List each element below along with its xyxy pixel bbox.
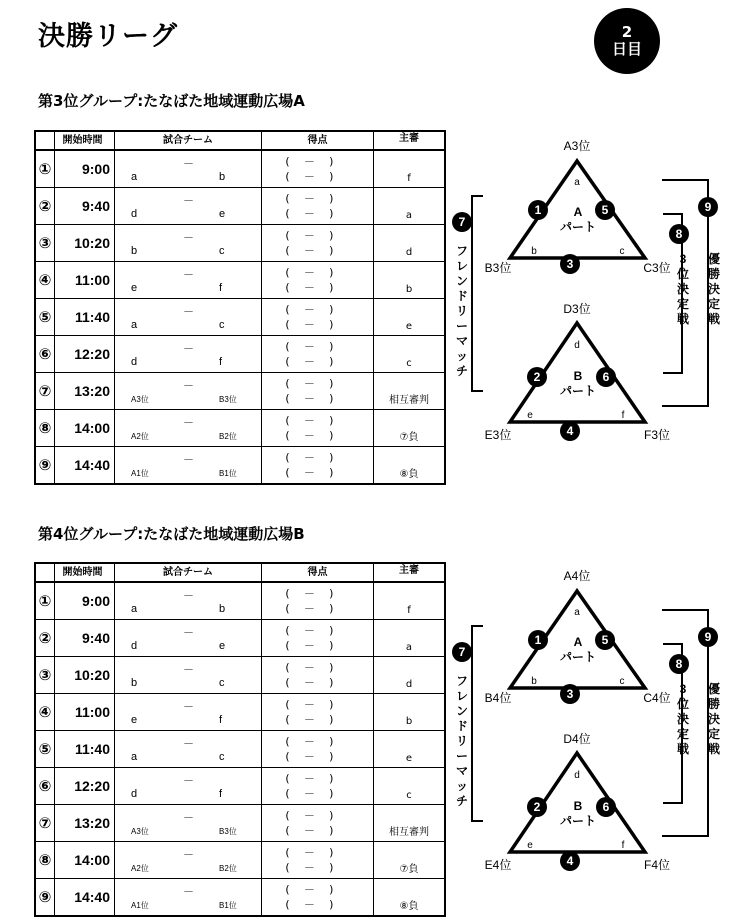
match-teams (115, 657, 262, 694)
header-blank (35, 131, 55, 150)
match-teams (115, 373, 262, 410)
match-teams (115, 805, 262, 842)
friendly-label: フレンドリーマッチ (455, 244, 469, 378)
svg-text:6: 6 (602, 800, 610, 814)
table-row (35, 731, 445, 768)
away-team: f (219, 355, 223, 368)
referee: e (374, 731, 446, 768)
table-row (35, 842, 445, 879)
home-team: d (131, 207, 138, 220)
referee: f (374, 150, 446, 188)
score-line: ( － ) (284, 845, 335, 859)
vertex-label: D4位 (563, 732, 591, 746)
svg-text:5: 5 (601, 203, 609, 217)
score-line: ( － ) (284, 623, 335, 637)
away-team: B1位 (219, 468, 237, 478)
vertex-label: B4位 (484, 691, 512, 705)
svg-text:3: 3 (566, 687, 574, 701)
score-line: ( － ) (284, 243, 335, 257)
match-marker (669, 654, 689, 674)
score-cell (262, 842, 374, 879)
match-teams (115, 731, 262, 768)
part-letter: A (573, 205, 583, 219)
home-team: A2位 (131, 431, 149, 441)
score-line: ( － ) (284, 897, 335, 911)
home-team: A1位 (131, 900, 149, 910)
match-number: ④ (35, 694, 55, 731)
svg-text:7: 7 (458, 645, 466, 659)
score-line: ( － ) (284, 808, 335, 822)
match-teams (115, 410, 262, 447)
score-line: ( － ) (284, 749, 335, 763)
start-time: 14:40 (55, 879, 115, 917)
match-teams (115, 262, 262, 299)
score-line: ( － ) (284, 413, 335, 427)
vertex-label: F4位 (643, 858, 671, 872)
table-row (35, 879, 445, 917)
score-cell (262, 582, 374, 620)
team-separator: － (183, 194, 194, 207)
score-line: ( － ) (284, 786, 335, 800)
start-time: 11:00 (55, 694, 115, 731)
score-line: ( － ) (284, 660, 335, 674)
team-separator: － (183, 737, 194, 750)
away-team: B3位 (219, 826, 237, 836)
referee: ⑧負 (374, 447, 446, 485)
vertex-label: E3位 (484, 428, 512, 442)
svg-text:4: 4 (566, 424, 574, 438)
start-time: 9:00 (55, 582, 115, 620)
start-time: 10:20 (55, 225, 115, 262)
score-line: ( － ) (284, 860, 335, 874)
score-line: ( － ) (284, 428, 335, 442)
team-separator: － (183, 848, 194, 861)
edge-label: d (574, 340, 580, 351)
start-time: 12:20 (55, 336, 115, 373)
team-separator: － (183, 774, 194, 787)
diagram-group-2 (450, 558, 750, 878)
match-marker (596, 797, 616, 817)
match-number: ③ (35, 225, 55, 262)
part-label: パート (559, 650, 597, 664)
league-diagram (450, 128, 750, 458)
table-row (35, 299, 445, 336)
match-marker (528, 200, 548, 220)
score-line: ( － ) (284, 339, 335, 353)
match-marker (527, 367, 547, 387)
day-badge (594, 8, 660, 74)
part-label: パート (559, 220, 597, 234)
day-number: 2 (621, 23, 633, 41)
team-separator: － (183, 342, 194, 355)
referee: e (374, 299, 446, 336)
match-number: ⑧ (35, 410, 55, 447)
final-label: 優勝決定戦 (707, 682, 721, 756)
score-cell (262, 225, 374, 262)
header-start: 開始時間 (55, 131, 115, 150)
score-line: ( － ) (284, 317, 335, 331)
table-row (35, 336, 445, 373)
referee: a (374, 188, 446, 225)
edge-label: c (619, 246, 625, 257)
score-line: ( － ) (284, 823, 335, 837)
away-team: f (219, 787, 223, 800)
score-line: ( － ) (284, 882, 335, 896)
score-cell (262, 731, 374, 768)
referee: ⑦負 (374, 410, 446, 447)
group-title: 第3位グループ:たなばた地域運動広場A (38, 92, 305, 110)
away-team: c (219, 244, 225, 257)
table-row (35, 225, 445, 262)
referee: ⑧負 (374, 879, 446, 917)
score-cell (262, 336, 374, 373)
team-separator: － (183, 885, 194, 898)
table-row (35, 768, 445, 805)
team-separator: － (183, 416, 194, 429)
schedule-table (34, 562, 446, 917)
match-number: ⑦ (35, 373, 55, 410)
svg-text:7: 7 (458, 215, 466, 229)
vertex-label: D3位 (563, 302, 591, 316)
team-separator: － (183, 231, 194, 244)
score-line: ( － ) (284, 302, 335, 316)
friendly-bracket (472, 196, 483, 391)
score-cell (262, 262, 374, 299)
team-separator: － (183, 589, 194, 602)
header-teams: 試合チーム (115, 131, 262, 150)
match-marker (560, 684, 580, 704)
match-marker (527, 797, 547, 817)
away-team: B2位 (219, 431, 237, 441)
table-row (35, 582, 445, 620)
score-line: ( － ) (284, 586, 335, 600)
vertex-label: A4位 (563, 569, 591, 583)
home-team: d (131, 355, 138, 368)
table-row (35, 447, 445, 485)
score-line: ( － ) (284, 450, 335, 464)
team-separator: － (183, 811, 194, 824)
start-time: 14:40 (55, 447, 115, 485)
team-separator: － (183, 379, 194, 392)
edge-label: a (574, 177, 580, 188)
home-team: b (131, 244, 138, 257)
svg-text:8: 8 (675, 227, 683, 241)
away-team: c (219, 676, 225, 689)
score-line: ( － ) (284, 391, 335, 405)
part-letter: A (573, 635, 583, 649)
league-diagram (450, 558, 750, 888)
away-team: c (219, 750, 225, 763)
start-time: 13:20 (55, 373, 115, 410)
match-number: ⑤ (35, 299, 55, 336)
match-teams (115, 694, 262, 731)
score-line: ( － ) (284, 354, 335, 368)
svg-text:2: 2 (533, 800, 541, 814)
referee: 相互審判 (374, 373, 446, 410)
score-line: ( － ) (284, 265, 335, 279)
svg-text:6: 6 (602, 370, 610, 384)
score-cell (262, 188, 374, 225)
day-unit: 日目 (611, 40, 642, 58)
score-line: ( － ) (284, 638, 335, 652)
vertex-label: C4位 (643, 691, 671, 705)
match-number: ① (35, 150, 55, 188)
header-teams: 試合チーム (115, 563, 262, 582)
svg-text:3: 3 (566, 257, 574, 271)
group-title: 第4位グループ:たなばた地域運動広場B (38, 525, 305, 543)
vertex-label: B3位 (484, 261, 512, 275)
team-separator: － (183, 626, 194, 639)
score-line: ( － ) (284, 712, 335, 726)
away-team: e (219, 639, 226, 652)
team-separator: － (183, 268, 194, 281)
header-referee: 主審 (374, 131, 446, 150)
match-teams (115, 150, 262, 188)
match-teams (115, 447, 262, 485)
vertex-label: A3位 (563, 139, 591, 153)
table-row (35, 262, 445, 299)
score-cell (262, 620, 374, 657)
away-team: c (219, 318, 225, 331)
part-letter: B (573, 369, 583, 383)
home-team: A3位 (131, 826, 149, 836)
score-line: ( － ) (284, 154, 335, 168)
table-row (35, 188, 445, 225)
score-cell (262, 768, 374, 805)
edge-label: c (619, 676, 625, 687)
home-team: a (131, 170, 138, 183)
start-time: 9:40 (55, 188, 115, 225)
start-time: 11:00 (55, 262, 115, 299)
third-place-label: 3 位決定戦 (676, 252, 690, 326)
edge-label: b (531, 246, 537, 257)
match-marker (528, 630, 548, 650)
svg-text:9: 9 (704, 630, 712, 644)
start-time: 9:00 (55, 150, 115, 188)
referee: a (374, 620, 446, 657)
header-score: 得点 (262, 563, 374, 582)
score-cell (262, 694, 374, 731)
match-teams (115, 879, 262, 917)
score-cell (262, 805, 374, 842)
match-marker (669, 224, 689, 244)
edge-label: d (574, 770, 580, 781)
score-line: ( － ) (284, 191, 335, 205)
match-teams (115, 620, 262, 657)
home-team: e (131, 713, 138, 726)
table-row (35, 657, 445, 694)
team-separator: － (183, 305, 194, 318)
table-row (35, 150, 445, 188)
header-referee: 主審 (374, 563, 446, 582)
match-marker (560, 421, 580, 441)
edge-label: e (527, 410, 533, 421)
referee: c (374, 336, 446, 373)
referee: ⑦負 (374, 842, 446, 879)
header-start: 開始時間 (55, 563, 115, 582)
home-team: d (131, 639, 138, 652)
svg-text:1: 1 (534, 633, 542, 647)
score-line: ( － ) (284, 169, 335, 183)
referee: 相互審判 (374, 805, 446, 842)
match-marker (596, 367, 616, 387)
home-team: a (131, 318, 138, 331)
svg-text:4: 4 (566, 854, 574, 868)
start-time: 11:40 (55, 299, 115, 336)
table-row (35, 620, 445, 657)
away-team: B1位 (219, 900, 237, 910)
match-marker (595, 200, 615, 220)
part-letter: B (573, 799, 583, 813)
friendly-bracket (472, 626, 483, 821)
match-teams (115, 582, 262, 620)
away-team: B3位 (219, 394, 237, 404)
match-number: ⑧ (35, 842, 55, 879)
svg-text:9: 9 (704, 200, 712, 214)
team-separator: － (183, 663, 194, 676)
header-score: 得点 (262, 131, 374, 150)
match-marker (560, 254, 580, 274)
away-team: b (219, 602, 226, 615)
score-line: ( － ) (284, 675, 335, 689)
referee: f (374, 582, 446, 620)
page-title: 決勝リーグ (38, 21, 178, 52)
edge-label: e (527, 840, 533, 851)
edge-label: f (621, 410, 625, 421)
match-number: ③ (35, 657, 55, 694)
match-number: ⑥ (35, 336, 55, 373)
away-team: b (219, 170, 226, 183)
vertex-label: F3位 (643, 428, 671, 442)
match-number: ⑦ (35, 805, 55, 842)
svg-text:8: 8 (675, 657, 683, 671)
team-separator: － (183, 157, 194, 170)
match-number: ② (35, 620, 55, 657)
home-team: a (131, 750, 138, 763)
start-time: 9:40 (55, 620, 115, 657)
final-label: 優勝決定戦 (707, 252, 721, 326)
referee: c (374, 768, 446, 805)
svg-text:1: 1 (534, 203, 542, 217)
home-team: A2位 (131, 863, 149, 873)
away-team: f (219, 281, 223, 294)
match-number: ④ (35, 262, 55, 299)
score-line: ( － ) (284, 734, 335, 748)
start-time: 10:20 (55, 657, 115, 694)
home-team: d (131, 787, 138, 800)
match-marker (452, 642, 472, 662)
match-marker (452, 212, 472, 232)
match-teams (115, 768, 262, 805)
away-team: f (219, 713, 223, 726)
home-team: b (131, 676, 138, 689)
start-time: 13:20 (55, 805, 115, 842)
table-row (35, 410, 445, 447)
edge-label: a (574, 607, 580, 618)
header-blank (35, 563, 55, 582)
diagram-group-1 (450, 128, 750, 448)
score-line: ( － ) (284, 228, 335, 242)
match-teams (115, 842, 262, 879)
score-line: ( － ) (284, 771, 335, 785)
score-cell (262, 150, 374, 188)
table-row (35, 373, 445, 410)
start-time: 12:20 (55, 768, 115, 805)
score-cell (262, 373, 374, 410)
match-number: ⑥ (35, 768, 55, 805)
table-row (35, 694, 445, 731)
score-line: ( － ) (284, 280, 335, 294)
score-cell (262, 299, 374, 336)
match-teams (115, 188, 262, 225)
referee: b (374, 262, 446, 299)
match-number: ⑨ (35, 447, 55, 485)
score-line: ( － ) (284, 697, 335, 711)
score-line: ( － ) (284, 601, 335, 615)
edge-label: f (621, 840, 625, 851)
match-number: ⑨ (35, 879, 55, 917)
home-team: A3位 (131, 394, 149, 404)
referee: b (374, 694, 446, 731)
home-team: e (131, 281, 138, 294)
start-time: 11:40 (55, 731, 115, 768)
match-number: ⑤ (35, 731, 55, 768)
match-teams (115, 299, 262, 336)
team-separator: － (183, 700, 194, 713)
score-cell (262, 879, 374, 917)
third-place-label: 3 位決定戦 (676, 682, 690, 756)
start-time: 14:00 (55, 410, 115, 447)
score-cell (262, 657, 374, 694)
vertex-label: C3位 (643, 261, 671, 275)
away-team: e (219, 207, 226, 220)
part-label: パート (559, 814, 597, 828)
match-number: ② (35, 188, 55, 225)
home-team: a (131, 602, 138, 615)
home-team: A1位 (131, 468, 149, 478)
score-cell (262, 410, 374, 447)
match-marker (560, 851, 580, 871)
referee: d (374, 657, 446, 694)
score-cell (262, 447, 374, 485)
match-marker (698, 197, 718, 217)
match-marker (595, 630, 615, 650)
match-teams (115, 336, 262, 373)
start-time: 14:00 (55, 842, 115, 879)
score-line: ( － ) (284, 465, 335, 479)
match-teams (115, 225, 262, 262)
team-separator: － (183, 453, 194, 466)
schedule-table (34, 130, 446, 485)
away-team: B2位 (219, 863, 237, 873)
friendly-label: フレンドリーマッチ (455, 674, 469, 808)
vertex-label: E4位 (484, 858, 512, 872)
score-line: ( － ) (284, 376, 335, 390)
referee: d (374, 225, 446, 262)
score-line: ( － ) (284, 206, 335, 220)
match-number: ① (35, 582, 55, 620)
svg-text:2: 2 (533, 370, 541, 384)
edge-label: b (531, 676, 537, 687)
table-row (35, 805, 445, 842)
svg-text:5: 5 (601, 633, 609, 647)
match-marker (698, 627, 718, 647)
part-label: パート (559, 384, 597, 398)
